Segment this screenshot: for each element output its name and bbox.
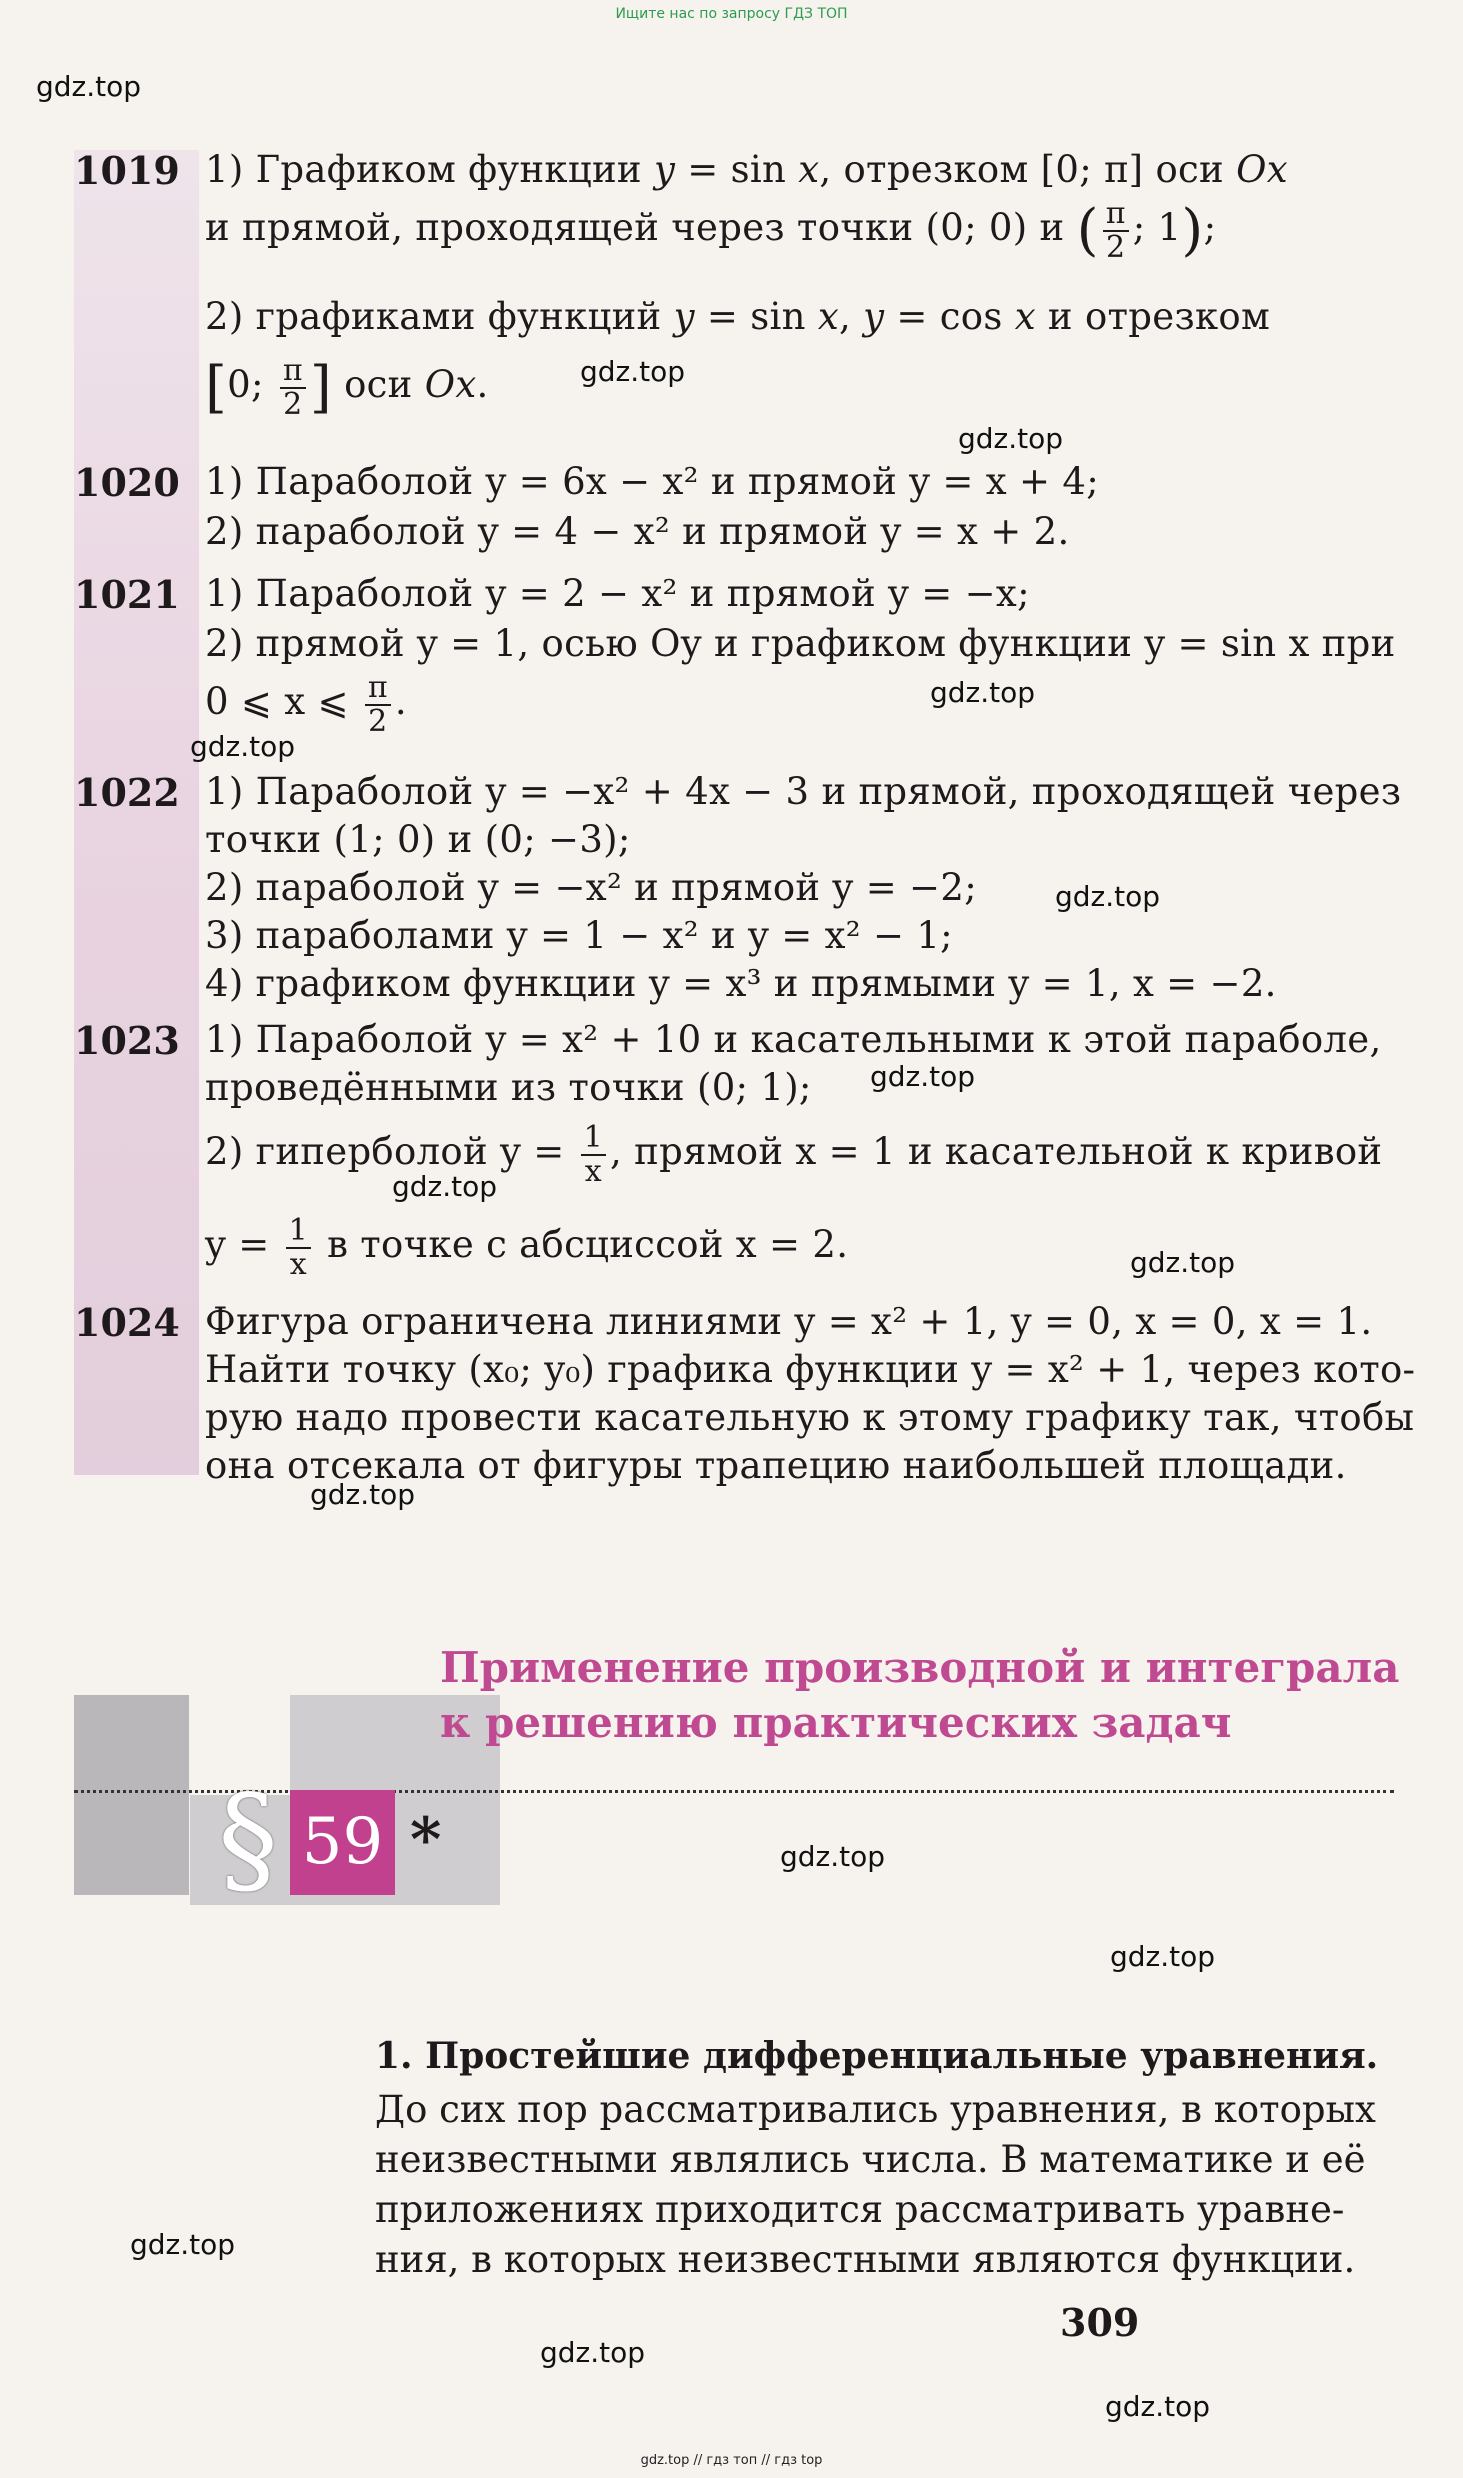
problem-number: 1024 bbox=[74, 1300, 180, 1345]
watermark: gdz.top bbox=[540, 2336, 646, 2369]
section-number-badge: 59 bbox=[290, 1790, 395, 1895]
problem-line: 2) прямой y = 1, осью Oy и графиком функции y = sin x при bbox=[205, 622, 1396, 665]
watermark: gdz.top bbox=[870, 1060, 976, 1093]
problem-line: 3) параболами y = 1 − x² и y = x² − 1; bbox=[205, 914, 953, 957]
problem-line: 1) Параболой y = 2 − x² и прямой y = −x; bbox=[205, 572, 1030, 615]
problem-line: она отсекала от фигуры трапецию наибольшей площади. bbox=[205, 1444, 1347, 1487]
fraction: $\frac{\pi}{2}$ bbox=[280, 355, 306, 420]
section-title-line-1: Применение производной и интеграла bbox=[440, 1643, 1400, 1692]
problem-number: 1023 bbox=[74, 1018, 180, 1063]
paragraph-line: До сих пор рассматривались уравнения, в которых bbox=[375, 2088, 1376, 2131]
problem-line: 2) параболой y = 4 − x² и прямой y = x + 2. bbox=[205, 510, 1070, 553]
problem-line: 2) гиперболой y = $\frac{1}{x}$ , прямой x = 1 и касательной к кривой bbox=[205, 1120, 1383, 1189]
paragraph-line: ния, в которых неизвестными являются функции. bbox=[375, 2238, 1356, 2281]
watermark: gdz.top bbox=[930, 676, 1036, 709]
problem-line: Найти точку (x₀; y₀) графика функции y = x² + 1, через кото- bbox=[205, 1348, 1416, 1391]
watermark: gdz.top bbox=[190, 730, 296, 763]
fraction: $\frac{\pi}{2}$ bbox=[1103, 198, 1129, 263]
section-sign-icon: § bbox=[218, 1770, 278, 1909]
watermark: gdz.top bbox=[392, 1170, 498, 1203]
watermark: gdz.top bbox=[36, 70, 142, 103]
star-mark: * bbox=[410, 1805, 442, 1875]
problem-line: 1) Параболой y = 6x − x² и прямой y = x + 4; bbox=[205, 460, 1099, 503]
problem-line: точки (1; 0) и (0; −3); bbox=[205, 818, 631, 861]
problem-line: 4) графиком функции y = x³ и прямыми y = 1, x = −2. bbox=[205, 962, 1277, 1005]
watermark: gdz.top bbox=[1105, 2390, 1211, 2423]
problem-line: 1) Графиком функции y = sin x, отрезком [0; π] оси Ox bbox=[205, 148, 1288, 191]
fraction: $\frac{1}{x}$ bbox=[286, 1215, 311, 1280]
problem-number: 1022 bbox=[74, 770, 180, 815]
problem-number: 1020 bbox=[74, 460, 180, 505]
problem-line: 1) Параболой y = −x² + 4x − 3 и прямой, проходящей через bbox=[205, 770, 1402, 813]
problem-line: рую надо провести касательную к этому графику так, чтобы bbox=[205, 1396, 1415, 1439]
footer-watermark: gdz.top // гдз топ // гдз top bbox=[640, 2453, 823, 2468]
problem-line: [0; $\frac{\pi}{2}$ ] оси Ox. bbox=[205, 353, 489, 422]
watermark: gdz.top bbox=[310, 1478, 416, 1511]
problem-number: 1019 bbox=[74, 148, 180, 193]
problem-line: 2) графиками функций y = sin x, y = cos x и отрезком bbox=[205, 295, 1271, 338]
problem-line: проведёнными из точки (0; 1); bbox=[205, 1066, 812, 1109]
section-decor-box bbox=[74, 1695, 189, 1895]
fraction: $\frac{\pi}{2}$ bbox=[365, 672, 391, 737]
section-title-line-2: к решению практических задач bbox=[440, 1698, 1232, 1747]
fraction: $\frac{1}{x}$ bbox=[581, 1122, 606, 1187]
watermark: gdz.top bbox=[1130, 1246, 1236, 1279]
problem-line: 0 ⩽ x ⩽ $\frac{\pi}{2}$ . bbox=[205, 670, 407, 739]
watermark: gdz.top bbox=[780, 1840, 886, 1873]
problem-line: Фигура ограничена линиями y = x² + 1, y = 0, x = 0, x = 1. bbox=[205, 1300, 1373, 1343]
problem-line: 2) параболой y = −x² и прямой y = −2; bbox=[205, 866, 977, 909]
problem-line: и прямой, проходящей через точки (0; 0) и ( $\frac{\pi}{2}$ ; 1); bbox=[205, 196, 1217, 265]
page-number: 309 bbox=[1060, 2300, 1140, 2345]
watermark: gdz.top bbox=[958, 422, 1064, 455]
watermark: gdz.top bbox=[1055, 880, 1161, 913]
watermark: gdz.top bbox=[580, 355, 686, 388]
paragraph-line: приложениях приходится рассматривать уравне- bbox=[375, 2188, 1345, 2231]
paragraph-line: неизвестными являлись числа. В математике и её bbox=[375, 2138, 1366, 2181]
subsection-title: 1. Простейшие дифференциальные уравнения. bbox=[375, 2035, 1379, 2077]
problem-number: 1021 bbox=[74, 572, 180, 617]
problem-line: y = $\frac{1}{x}$ в точке с абсциссой x = 2. bbox=[205, 1213, 849, 1282]
top-banner: Ищите нас по запросу ГДЗ ТОП bbox=[615, 6, 848, 22]
watermark: gdz.top bbox=[130, 2228, 236, 2261]
problem-line: 1) Параболой y = x² + 10 и касательными к этой параболе, bbox=[205, 1018, 1382, 1061]
watermark: gdz.top bbox=[1110, 1940, 1216, 1973]
